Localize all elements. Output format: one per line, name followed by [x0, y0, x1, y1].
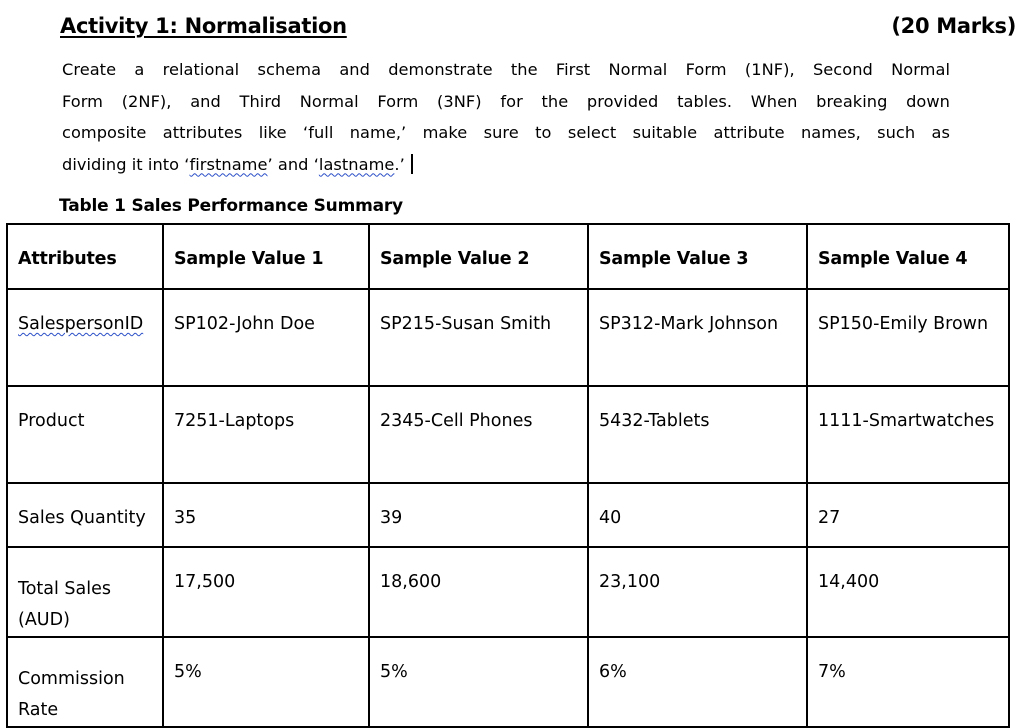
table-cell[interactable]: 27: [807, 483, 1009, 547]
table-cell[interactable]: SP102-John Doe: [163, 289, 369, 386]
table-cell[interactable]: 1111-Smartwatches: [807, 386, 1009, 483]
attribute-cell[interactable]: [7, 289, 163, 386]
instructions-line: Create a relational schema and demonstrate the First Normal Form (1NF), Second Normal: [62, 60, 950, 79]
attribute-cell[interactable]: Total Sales (AUD): [7, 547, 163, 637]
table-cell[interactable]: 7251-Laptops: [163, 386, 369, 483]
table-cell[interactable]: 2345-Cell Phones: [369, 386, 588, 483]
table-cell[interactable]: 6%: [588, 637, 807, 727]
text-cursor: [411, 154, 413, 174]
table-cell[interactable]: SP312-Mark Johnson: [588, 289, 807, 386]
table-header-row: [7, 224, 1009, 289]
spellcheck-word-salespersonid: SalespersonID: [18, 314, 144, 334]
table-row: [7, 386, 1009, 483]
column-header[interactable]: Sample Value 4: [807, 224, 1009, 289]
instructions-line: composite attributes like ‘full name,’ make sure to select suitable attribute names, such as: [62, 123, 950, 142]
table-cell[interactable]: 17,500: [163, 547, 369, 637]
table-cell[interactable]: 5%: [163, 637, 369, 727]
column-header[interactable]: Sample Value 1: [163, 224, 369, 289]
table-cell[interactable]: 7%: [807, 637, 1009, 727]
table-row: [7, 547, 1009, 637]
table-row: [7, 483, 1009, 547]
table-cell[interactable]: 40: [588, 483, 807, 547]
activity-title: Activity 1: Normalisation: [60, 14, 347, 38]
instructions-text: dividing it into ‘: [62, 154, 190, 174]
instructions-text: ’ and ‘: [267, 154, 319, 174]
spellcheck-word-lastname[interactable]: lastname: [318, 154, 395, 174]
attribute-cell[interactable]: Product: [7, 386, 163, 483]
activity-marks: (20 Marks): [891, 14, 1016, 38]
table-cell[interactable]: 18,600: [369, 547, 588, 637]
table-cell[interactable]: SP215-Susan Smith: [369, 289, 588, 386]
column-header[interactable]: Sample Value 2: [369, 224, 588, 289]
table-cell[interactable]: 39: [369, 483, 588, 547]
table-cell[interactable]: 5432-Tablets: [588, 386, 807, 483]
column-header[interactable]: Attributes: [7, 224, 163, 289]
table-cell[interactable]: 23,100: [588, 547, 807, 637]
table-caption: Table 1 Sales Performance Summary: [59, 196, 403, 216]
attribute-cell[interactable]: Sales Quantity: [7, 483, 163, 547]
instructions-text: .’: [394, 154, 405, 174]
instructions-paragraph[interactable]: [62, 54, 950, 180]
table-cell[interactable]: 5%: [369, 637, 588, 727]
table-row: [7, 289, 1009, 386]
column-header[interactable]: Sample Value 3: [588, 224, 807, 289]
table-row: [7, 637, 1009, 727]
sales-performance-table: [6, 223, 1010, 728]
instructions-line: [62, 149, 950, 181]
instructions-line: Form (2NF), and Third Normal Form (3NF) for the provided tables. When breaking down: [62, 91, 950, 111]
table-cell[interactable]: SP150-Emily Brown: [807, 289, 1009, 386]
table-cell[interactable]: 14,400: [807, 547, 1009, 637]
spellcheck-word-firstname[interactable]: firstname: [189, 154, 268, 174]
attribute-cell[interactable]: Commission Rate: [7, 637, 163, 727]
table-cell[interactable]: 35: [163, 483, 369, 547]
